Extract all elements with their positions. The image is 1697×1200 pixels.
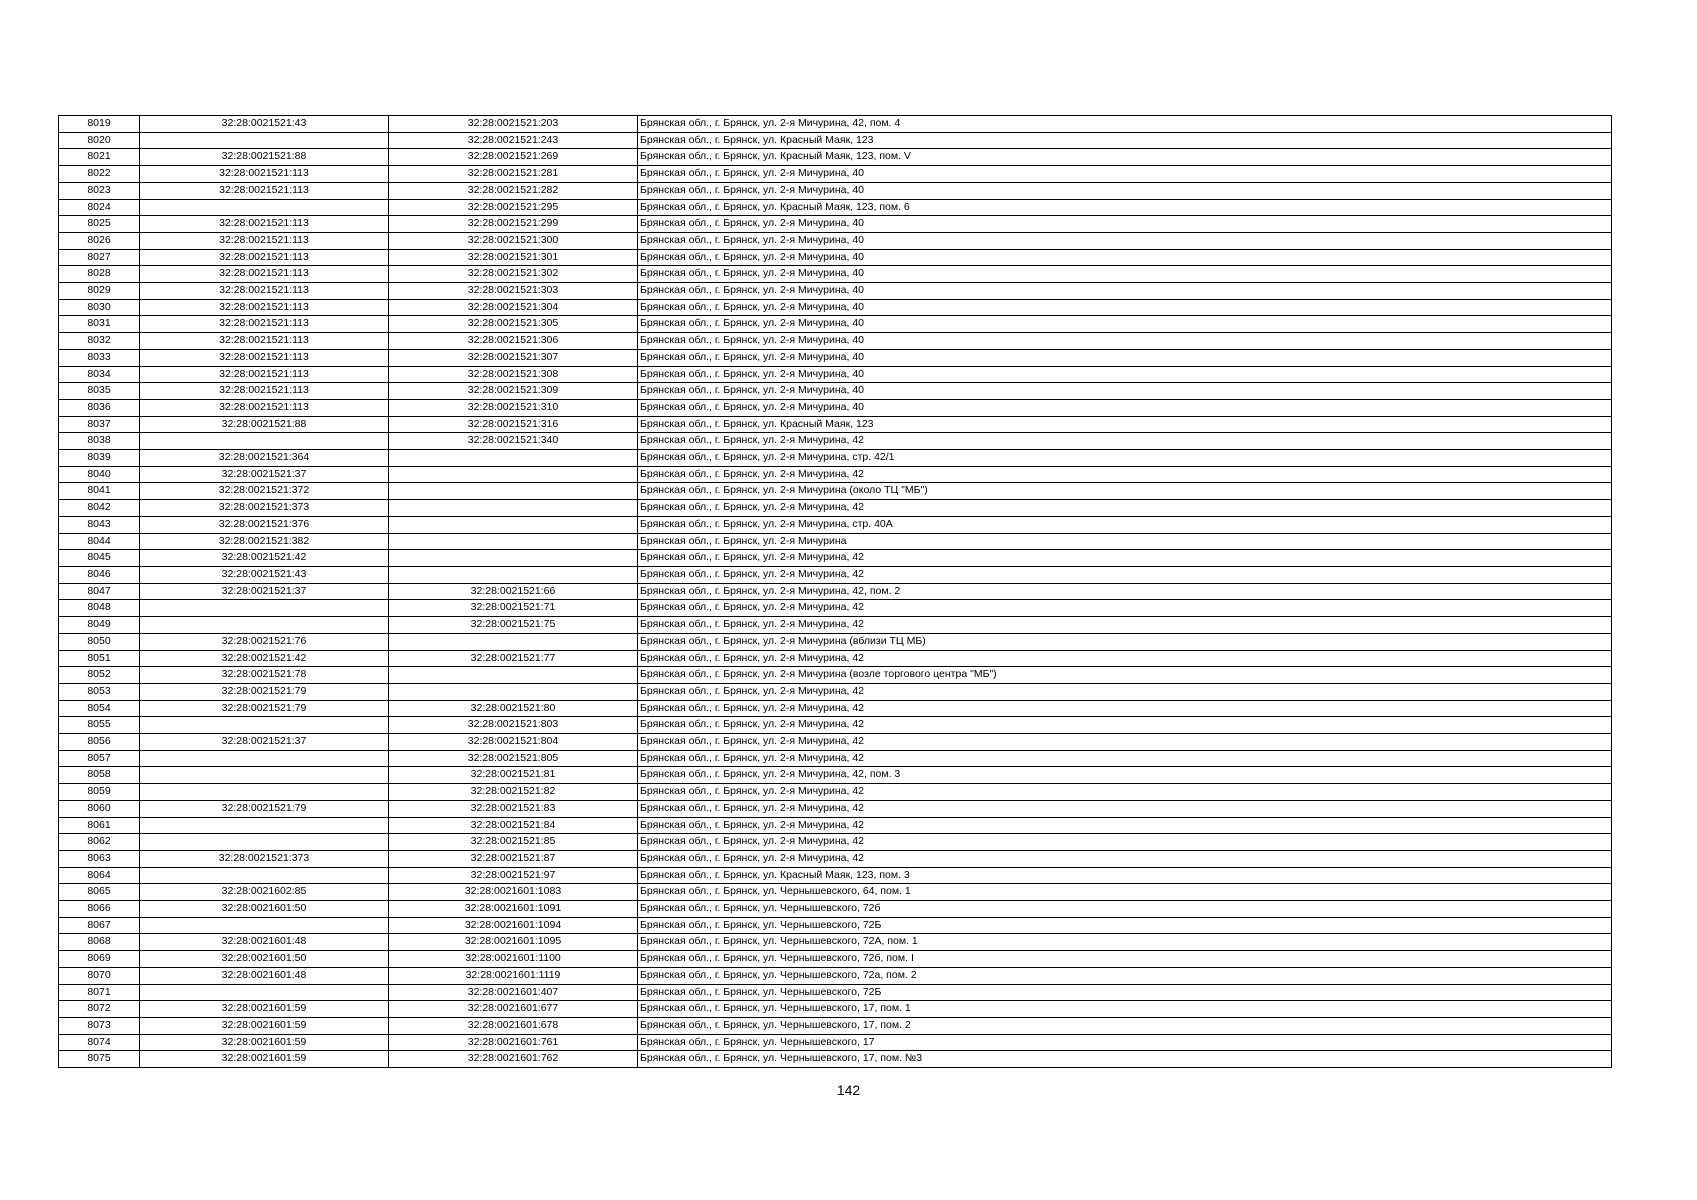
table-row — [59, 1051, 1612, 1068]
cadastral-number-cell: 32:28:0021521:364 — [140, 450, 389, 467]
cadastral-number-cell: 32:28:0021521:78 — [140, 667, 389, 684]
table-row — [59, 182, 1612, 199]
address-cell: Брянская обл., г. Брянск, ул. Чернышевского, 72а, пом. 2 — [638, 967, 1612, 984]
cadastral-number-cell — [140, 834, 389, 851]
table-row — [59, 667, 1612, 684]
table-row — [59, 450, 1612, 467]
object-number-cell: 32:28:0021521:304 — [389, 299, 638, 316]
address-cell: Брянская обл., г. Брянск, ул. 2-я Мичурина, 40 — [638, 383, 1612, 400]
table-row — [59, 1017, 1612, 1034]
row-number-cell: 8060 — [59, 800, 140, 817]
cadastral-number-cell — [140, 984, 389, 1001]
address-cell: Брянская обл., г. Брянск, ул. 2-я Мичурина, 42, пом. 2 — [638, 583, 1612, 600]
address-cell: Брянская обл., г. Брянск, ул. 2-я Мичурина (около ТЦ "МБ") — [638, 483, 1612, 500]
cadastral-number-cell — [140, 917, 389, 934]
object-number-cell: 32:28:0021521:97 — [389, 867, 638, 884]
row-number-cell: 8047 — [59, 583, 140, 600]
address-cell: Брянская обл., г. Брянск, ул. 2-я Мичурина, 42 — [638, 750, 1612, 767]
row-number-cell: 8045 — [59, 550, 140, 567]
table-row — [59, 566, 1612, 583]
object-number-cell: 32:28:0021521:87 — [389, 850, 638, 867]
row-number-cell: 8037 — [59, 416, 140, 433]
object-number-cell: 32:28:0021601:762 — [389, 1051, 638, 1068]
row-number-cell: 8067 — [59, 917, 140, 934]
object-number-cell — [389, 667, 638, 684]
table-row — [59, 366, 1612, 383]
row-number-cell: 8036 — [59, 399, 140, 416]
cadastral-number-cell: 32:28:0021602:85 — [140, 884, 389, 901]
cadastral-number-cell: 32:28:0021521:113 — [140, 182, 389, 199]
object-number-cell: 32:28:0021521:243 — [389, 132, 638, 149]
object-number-cell — [389, 566, 638, 583]
table-row — [59, 283, 1612, 300]
object-number-cell: 32:28:0021521:81 — [389, 767, 638, 784]
object-number-cell: 32:28:0021521:295 — [389, 199, 638, 216]
table-row — [59, 399, 1612, 416]
address-cell: Брянская обл., г. Брянск, ул. 2-я Мичурина, 42 — [638, 433, 1612, 450]
object-number-cell: 32:28:0021601:1119 — [389, 967, 638, 984]
table-row — [59, 700, 1612, 717]
row-number-cell: 8019 — [59, 116, 140, 133]
object-number-cell: 32:28:0021601:407 — [389, 984, 638, 1001]
cadastral-number-cell: 32:28:0021521:113 — [140, 333, 389, 350]
address-cell: Брянская обл., г. Брянск, ул. 2-я Мичурина, 40 — [638, 266, 1612, 283]
object-number-cell: 32:28:0021521:66 — [389, 583, 638, 600]
address-cell: Брянская обл., г. Брянск, ул. 2-я Мичурина, стр. 42/1 — [638, 450, 1612, 467]
table-row — [59, 116, 1612, 133]
object-number-cell: 32:28:0021521:805 — [389, 750, 638, 767]
address-cell: Брянская обл., г. Брянск, ул. Чернышевского, 72Б — [638, 917, 1612, 934]
address-cell: Брянская обл., г. Брянск, ул. 2-я Мичурина, 40 — [638, 182, 1612, 199]
cadastral-number-cell — [140, 784, 389, 801]
table-row — [59, 333, 1612, 350]
address-cell: Брянская обл., г. Брянск, ул. 2-я Мичурина, 40 — [638, 333, 1612, 350]
row-number-cell: 8070 — [59, 967, 140, 984]
object-number-cell — [389, 500, 638, 517]
table-row — [59, 734, 1612, 751]
object-number-cell: 32:28:0021521:281 — [389, 166, 638, 183]
row-number-cell: 8024 — [59, 199, 140, 216]
address-cell: Брянская обл., г. Брянск, ул. 2-я Мичурина, 42 — [638, 600, 1612, 617]
address-cell: Брянская обл., г. Брянск, ул. 2-я Мичурина, 40 — [638, 216, 1612, 233]
cadastral-table — [58, 115, 1612, 1068]
address-cell: Брянская обл., г. Брянск, ул. Красный Маяк, 123 — [638, 132, 1612, 149]
table-row — [59, 750, 1612, 767]
cadastral-number-cell: 32:28:0021601:59 — [140, 1051, 389, 1068]
table-row — [59, 416, 1612, 433]
row-number-cell: 8050 — [59, 633, 140, 650]
row-number-cell: 8034 — [59, 366, 140, 383]
address-cell: Брянская обл., г. Брянск, ул. 2-я Мичурина, 40 — [638, 299, 1612, 316]
address-cell: Брянская обл., г. Брянск, ул. 2-я Мичурина, 40 — [638, 399, 1612, 416]
table-row — [59, 166, 1612, 183]
address-cell: Брянская обл., г. Брянск, ул. Чернышевского, 72б — [638, 901, 1612, 918]
object-number-cell — [389, 483, 638, 500]
table-row — [59, 516, 1612, 533]
object-number-cell: 32:28:0021521:82 — [389, 784, 638, 801]
table-row — [59, 1034, 1612, 1051]
row-number-cell: 8043 — [59, 516, 140, 533]
address-cell: Брянская обл., г. Брянск, ул. Чернышевского, 17 — [638, 1034, 1612, 1051]
table-row — [59, 216, 1612, 233]
object-number-cell: 32:28:0021521:80 — [389, 700, 638, 717]
object-number-cell: 32:28:0021521:269 — [389, 149, 638, 166]
table-row — [59, 850, 1612, 867]
object-number-cell: 32:28:0021521:85 — [389, 834, 638, 851]
cadastral-number-cell: 32:28:0021521:43 — [140, 116, 389, 133]
table-row — [59, 299, 1612, 316]
table-row — [59, 633, 1612, 650]
object-number-cell — [389, 466, 638, 483]
cadastral-number-cell: 32:28:0021521:79 — [140, 700, 389, 717]
address-cell: Брянская обл., г. Брянск, ул. Красный Маяк, 123 — [638, 416, 1612, 433]
object-number-cell: 32:28:0021601:677 — [389, 1001, 638, 1018]
cadastral-number-cell: 32:28:0021521:373 — [140, 500, 389, 517]
row-number-cell: 8063 — [59, 850, 140, 867]
cadastral-number-cell: 32:28:0021521:88 — [140, 416, 389, 433]
cadastral-number-cell: 32:28:0021521:113 — [140, 266, 389, 283]
address-cell: Брянская обл., г. Брянск, ул. 2-я Мичурина, 42 — [638, 550, 1612, 567]
row-number-cell: 8064 — [59, 867, 140, 884]
row-number-cell: 8029 — [59, 283, 140, 300]
table-row — [59, 533, 1612, 550]
row-number-cell: 8066 — [59, 901, 140, 918]
cadastral-number-cell — [140, 600, 389, 617]
cadastral-number-cell: 32:28:0021521:113 — [140, 216, 389, 233]
table-row — [59, 767, 1612, 784]
table-row — [59, 917, 1612, 934]
cadastral-number-cell: 32:28:0021521:113 — [140, 299, 389, 316]
cadastral-number-cell — [140, 767, 389, 784]
object-number-cell — [389, 633, 638, 650]
object-number-cell: 32:28:0021521:308 — [389, 366, 638, 383]
address-cell: Брянская обл., г. Брянск, ул. 2-я Мичурина, стр. 40А — [638, 516, 1612, 533]
cadastral-number-cell: 32:28:0021521:37 — [140, 734, 389, 751]
row-number-cell: 8059 — [59, 784, 140, 801]
object-number-cell: 32:28:0021601:1094 — [389, 917, 638, 934]
object-number-cell — [389, 516, 638, 533]
row-number-cell: 8069 — [59, 951, 140, 968]
cadastral-number-cell: 32:28:0021521:113 — [140, 383, 389, 400]
address-cell: Брянская обл., г. Брянск, ул. 2-я Мичурина, 42 — [638, 650, 1612, 667]
cadastral-number-cell: 32:28:0021521:42 — [140, 550, 389, 567]
address-cell: Брянская обл., г. Брянск, ул. 2-я Мичурина, 40 — [638, 166, 1612, 183]
object-number-cell: 32:28:0021601:678 — [389, 1017, 638, 1034]
row-number-cell: 8073 — [59, 1017, 140, 1034]
row-number-cell: 8068 — [59, 934, 140, 951]
table-row — [59, 550, 1612, 567]
cadastral-number-cell: 32:28:0021601:59 — [140, 1001, 389, 1018]
row-number-cell: 8030 — [59, 299, 140, 316]
address-cell: Брянская обл., г. Брянск, ул. Красный Маяк, 123, пом. 3 — [638, 867, 1612, 884]
cadastral-number-cell: 32:28:0021601:59 — [140, 1034, 389, 1051]
object-number-cell: 32:28:0021521:803 — [389, 717, 638, 734]
cadastral-number-cell: 32:28:0021601:50 — [140, 951, 389, 968]
row-number-cell: 8022 — [59, 166, 140, 183]
table-row — [59, 683, 1612, 700]
object-number-cell: 32:28:0021601:1083 — [389, 884, 638, 901]
cadastral-number-cell: 32:28:0021521:376 — [140, 516, 389, 533]
row-number-cell: 8025 — [59, 216, 140, 233]
row-number-cell: 8049 — [59, 617, 140, 634]
row-number-cell: 8039 — [59, 450, 140, 467]
row-number-cell: 8055 — [59, 717, 140, 734]
address-cell: Брянская обл., г. Брянск, ул. 2-я Мичурина, 42 — [638, 734, 1612, 751]
table-row — [59, 266, 1612, 283]
cadastral-number-cell: 32:28:0021521:382 — [140, 533, 389, 550]
address-cell: Брянская обл., г. Брянск, ул. 2-я Мичурина, 42 — [638, 717, 1612, 734]
table-row — [59, 984, 1612, 1001]
row-number-cell: 8042 — [59, 500, 140, 517]
table-row — [59, 1001, 1612, 1018]
object-number-cell: 32:28:0021601:761 — [389, 1034, 638, 1051]
object-number-cell: 32:28:0021521:307 — [389, 349, 638, 366]
row-number-cell: 8044 — [59, 533, 140, 550]
row-number-cell: 8040 — [59, 466, 140, 483]
object-number-cell: 32:28:0021521:316 — [389, 416, 638, 433]
object-number-cell: 32:28:0021521:71 — [389, 600, 638, 617]
cadastral-number-cell: 32:28:0021521:113 — [140, 249, 389, 266]
address-cell: Брянская обл., г. Брянск, ул. Чернышевского, 17, пом. 1 — [638, 1001, 1612, 1018]
table-row — [59, 817, 1612, 834]
row-number-cell: 8020 — [59, 132, 140, 149]
table-row — [59, 834, 1612, 851]
table-row — [59, 500, 1612, 517]
address-cell: Брянская обл., г. Брянск, ул. 2-я Мичурина, 42 — [638, 617, 1612, 634]
object-number-cell: 32:28:0021521:340 — [389, 433, 638, 450]
address-cell: Брянская обл., г. Брянск, ул. Красный Маяк, 123, пом. V — [638, 149, 1612, 166]
cadastral-number-cell: 32:28:0021521:113 — [140, 166, 389, 183]
cadastral-number-cell — [140, 817, 389, 834]
address-cell: Брянская обл., г. Брянск, ул. 2-я Мичурина (вблизи ТЦ МБ) — [638, 633, 1612, 650]
cadastral-number-cell — [140, 199, 389, 216]
address-cell: Брянская обл., г. Брянск, ул. Красный Маяк, 123, пом. 6 — [638, 199, 1612, 216]
table-row — [59, 867, 1612, 884]
cadastral-number-cell: 32:28:0021521:79 — [140, 683, 389, 700]
table-row — [59, 349, 1612, 366]
table-row — [59, 583, 1612, 600]
address-cell: Брянская обл., г. Брянск, ул. 2-я Мичурина, 40 — [638, 366, 1612, 383]
row-number-cell: 8065 — [59, 884, 140, 901]
row-number-cell: 8023 — [59, 182, 140, 199]
table-row — [59, 617, 1612, 634]
row-number-cell: 8062 — [59, 834, 140, 851]
cadastral-number-cell — [140, 132, 389, 149]
table-row — [59, 934, 1612, 951]
cadastral-number-cell: 32:28:0021521:42 — [140, 650, 389, 667]
cadastral-number-cell: 32:28:0021521:113 — [140, 349, 389, 366]
cadastral-number-cell: 32:28:0021521:373 — [140, 850, 389, 867]
address-cell: Брянская обл., г. Брянск, ул. 2-я Мичурина, 42 — [638, 817, 1612, 834]
row-number-cell: 8053 — [59, 683, 140, 700]
table-row — [59, 784, 1612, 801]
table-row — [59, 199, 1612, 216]
table-row — [59, 383, 1612, 400]
object-number-cell: 32:28:0021521:804 — [389, 734, 638, 751]
table-row — [59, 433, 1612, 450]
cadastral-number-cell: 32:28:0021521:113 — [140, 399, 389, 416]
row-number-cell: 8033 — [59, 349, 140, 366]
object-number-cell: 32:28:0021521:301 — [389, 249, 638, 266]
table-row — [59, 800, 1612, 817]
table-body — [59, 116, 1612, 1068]
cadastral-number-cell: 32:28:0021521:113 — [140, 316, 389, 333]
cadastral-number-cell — [140, 750, 389, 767]
cadastral-number-cell: 32:28:0021601:59 — [140, 1017, 389, 1034]
table-row — [59, 149, 1612, 166]
row-number-cell: 8048 — [59, 600, 140, 617]
address-cell: Брянская обл., г. Брянск, ул. 2-я Мичурина, 42 — [638, 700, 1612, 717]
table-row — [59, 967, 1612, 984]
object-number-cell: 32:28:0021521:84 — [389, 817, 638, 834]
address-cell: Брянская обл., г. Брянск, ул. 2-я Мичурина, 42, пом. 3 — [638, 767, 1612, 784]
object-number-cell: 32:28:0021521:77 — [389, 650, 638, 667]
object-number-cell: 32:28:0021521:310 — [389, 399, 638, 416]
page-number: 142 — [836, 1082, 861, 1098]
address-cell: Брянская обл., г. Брянск, ул. 2-я Мичурина, 40 — [638, 283, 1612, 300]
table-row — [59, 884, 1612, 901]
cadastral-number-cell — [140, 867, 389, 884]
address-cell: Брянская обл., г. Брянск, ул. Чернышевского, 72б, пом. I — [638, 951, 1612, 968]
cadastral-number-cell — [140, 717, 389, 734]
address-cell: Брянская обл., г. Брянск, ул. 2-я Мичурина, 40 — [638, 249, 1612, 266]
row-number-cell: 8046 — [59, 566, 140, 583]
cadastral-number-cell — [140, 433, 389, 450]
object-number-cell: 32:28:0021521:299 — [389, 216, 638, 233]
row-number-cell: 8051 — [59, 650, 140, 667]
row-number-cell: 8038 — [59, 433, 140, 450]
cadastral-number-cell: 32:28:0021601:48 — [140, 967, 389, 984]
address-cell: Брянская обл., г. Брянск, ул. 2-я Мичурина, 40 — [638, 349, 1612, 366]
table-row — [59, 951, 1612, 968]
row-number-cell: 8058 — [59, 767, 140, 784]
table-row — [59, 316, 1612, 333]
row-number-cell: 8027 — [59, 249, 140, 266]
object-number-cell: 32:28:0021521:303 — [389, 283, 638, 300]
address-cell: Брянская обл., г. Брянск, ул. Чернышевского, 72А, пом. 1 — [638, 934, 1612, 951]
object-number-cell — [389, 683, 638, 700]
address-cell: Брянская обл., г. Брянск, ул. 2-я Мичурина, 42 — [638, 683, 1612, 700]
object-number-cell: 32:28:0021601:1091 — [389, 901, 638, 918]
cadastral-number-cell: 32:28:0021521:113 — [140, 366, 389, 383]
row-number-cell: 8056 — [59, 734, 140, 751]
table-row — [59, 901, 1612, 918]
address-cell: Брянская обл., г. Брянск, ул. Чернышевского, 72Б — [638, 984, 1612, 1001]
cadastral-number-cell: 32:28:0021521:113 — [140, 283, 389, 300]
object-number-cell: 32:28:0021521:75 — [389, 617, 638, 634]
row-number-cell: 8041 — [59, 483, 140, 500]
cadastral-number-cell: 32:28:0021521:88 — [140, 149, 389, 166]
address-cell: Брянская обл., г. Брянск, ул. 2-я Мичурина, 42 — [638, 566, 1612, 583]
cadastral-number-cell: 32:28:0021521:79 — [140, 800, 389, 817]
table-row — [59, 132, 1612, 149]
cadastral-number-cell: 32:28:0021521:76 — [140, 633, 389, 650]
table-row — [59, 717, 1612, 734]
address-cell: Брянская обл., г. Брянск, ул. Чернышевского, 64, пом. 1 — [638, 884, 1612, 901]
address-cell: Брянская обл., г. Брянск, ул. 2-я Мичурина, 42 — [638, 850, 1612, 867]
address-cell: Брянская обл., г. Брянск, ул. 2-я Мичурина, 42 — [638, 466, 1612, 483]
row-number-cell: 8074 — [59, 1034, 140, 1051]
object-number-cell: 32:28:0021521:309 — [389, 383, 638, 400]
cadastral-number-cell: 32:28:0021521:43 — [140, 566, 389, 583]
cadastral-number-cell: 32:28:0021601:48 — [140, 934, 389, 951]
cadastral-number-cell: 32:28:0021601:50 — [140, 901, 389, 918]
row-number-cell: 8021 — [59, 149, 140, 166]
table-row — [59, 600, 1612, 617]
address-cell: Брянская обл., г. Брянск, ул. 2-я Мичурина, 40 — [638, 316, 1612, 333]
object-number-cell: 32:28:0021521:305 — [389, 316, 638, 333]
object-number-cell: 32:28:0021521:282 — [389, 182, 638, 199]
row-number-cell: 8052 — [59, 667, 140, 684]
address-cell: Брянская обл., г. Брянск, ул. 2-я Мичурина, 40 — [638, 232, 1612, 249]
cadastral-number-cell: 32:28:0021521:37 — [140, 466, 389, 483]
address-cell: Брянская обл., г. Брянск, ул. 2-я Мичурина — [638, 533, 1612, 550]
object-number-cell: 32:28:0021601:1100 — [389, 951, 638, 968]
cadastral-number-cell: 32:28:0021521:37 — [140, 583, 389, 600]
row-number-cell: 8028 — [59, 266, 140, 283]
object-number-cell: 32:28:0021521:300 — [389, 232, 638, 249]
row-number-cell: 8031 — [59, 316, 140, 333]
table-row — [59, 249, 1612, 266]
object-number-cell: 32:28:0021521:302 — [389, 266, 638, 283]
table-row — [59, 466, 1612, 483]
row-number-cell: 8026 — [59, 232, 140, 249]
table-row — [59, 483, 1612, 500]
object-number-cell: 32:28:0021521:306 — [389, 333, 638, 350]
cadastral-number-cell — [140, 617, 389, 634]
object-number-cell: 32:28:0021521:203 — [389, 116, 638, 133]
row-number-cell: 8057 — [59, 750, 140, 767]
row-number-cell: 8061 — [59, 817, 140, 834]
address-cell: Брянская обл., г. Брянск, ул. 2-я Мичурина, 42 — [638, 834, 1612, 851]
object-number-cell: 32:28:0021601:1095 — [389, 934, 638, 951]
address-cell: Брянская обл., г. Брянск, ул. 2-я Мичурина, 42 — [638, 500, 1612, 517]
address-cell: Брянская обл., г. Брянск, ул. 2-я Мичурина (возле торгового центра "МБ") — [638, 667, 1612, 684]
row-number-cell: 8072 — [59, 1001, 140, 1018]
table-row — [59, 232, 1612, 249]
row-number-cell: 8035 — [59, 383, 140, 400]
row-number-cell: 8032 — [59, 333, 140, 350]
address-cell: Брянская обл., г. Брянск, ул. 2-я Мичурина, 42, пом. 4 — [638, 116, 1612, 133]
object-number-cell — [389, 550, 638, 567]
object-number-cell: 32:28:0021521:83 — [389, 800, 638, 817]
table-row — [59, 650, 1612, 667]
cadastral-number-cell: 32:28:0021521:372 — [140, 483, 389, 500]
address-cell: Брянская обл., г. Брянск, ул. 2-я Мичурина, 42 — [638, 800, 1612, 817]
object-number-cell — [389, 450, 638, 467]
row-number-cell: 8054 — [59, 700, 140, 717]
cadastral-number-cell: 32:28:0021521:113 — [140, 232, 389, 249]
row-number-cell: 8071 — [59, 984, 140, 1001]
object-number-cell — [389, 533, 638, 550]
address-cell: Брянская обл., г. Брянск, ул. 2-я Мичурина, 42 — [638, 784, 1612, 801]
address-cell: Брянская обл., г. Брянск, ул. Чернышевского, 17, пом. 2 — [638, 1017, 1612, 1034]
address-cell: Брянская обл., г. Брянск, ул. Чернышевского, 17, пом. №3 — [638, 1051, 1612, 1068]
row-number-cell: 8075 — [59, 1051, 140, 1068]
